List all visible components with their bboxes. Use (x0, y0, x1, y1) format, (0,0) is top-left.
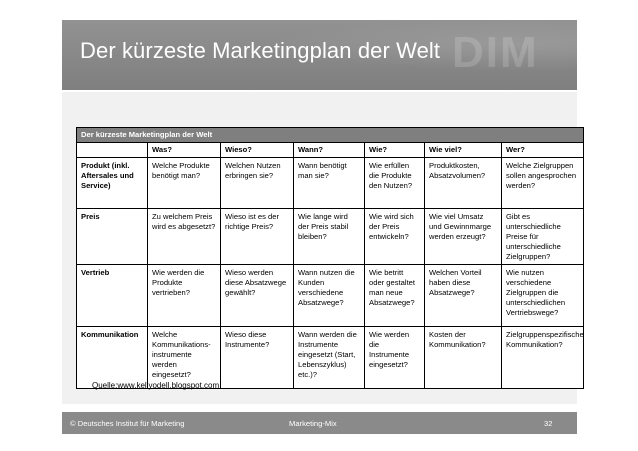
table-cell: Zielgruppenspezifische Kommunikation? (502, 327, 584, 389)
table-row (77, 327, 584, 389)
table-cell: Gibt es unterschiedliche Preise für unterschiedliche Zielgruppen? (502, 209, 584, 265)
header-cell: Wer? (502, 143, 584, 158)
table-cell: Welche Kommunikations-instrumente werden eingesetzt? (148, 327, 221, 389)
page-number: 32 (544, 419, 553, 428)
row-label: Produkt (inkl. Aftersales und Service) (77, 158, 148, 209)
table-row (77, 265, 584, 327)
header-cell: Was? (148, 143, 221, 158)
header-cell (77, 143, 148, 158)
row-label: Preis (77, 209, 148, 265)
table-cell: Kosten der Kommunikation? (425, 327, 502, 389)
source-citation: Quelle:www.kellyodell.blogspot.com (92, 381, 220, 390)
table-cell: Welche Produkte benötigt man? (148, 158, 221, 209)
table-cell: Wieso diese Instrumente? (221, 327, 294, 389)
dim-logo-watermark: DIM (452, 28, 539, 77)
header-cell: Wann? (294, 143, 365, 158)
table-cell: Welchen Nutzen erbringen sie? (221, 158, 294, 209)
table-cell: Produktkosten, Absatzvolumen? (425, 158, 502, 209)
table-caption: Der kürzeste Marketingplan der Welt (77, 128, 584, 143)
row-label: Vertrieb (77, 265, 148, 327)
table-cell: Wann benötigt man sie? (294, 158, 365, 209)
table-caption-row (77, 128, 584, 143)
table-cell: Wie viel Umsatz und Gewinnmarge werden erzeugt? (425, 209, 502, 265)
row-label: Kommunikation (77, 327, 148, 389)
table-cell: Wie erfüllen die Produkte den Nutzen? (365, 158, 425, 209)
table-cell: Wann werden die Instrumente eingesetzt (Start, Lebenszyklus) etc.)? (294, 327, 365, 389)
table-cell: Wie werden die Instrumente eingesetzt? (365, 327, 425, 389)
table-row (77, 209, 584, 265)
marketing-plan-table (76, 127, 584, 389)
footer-topic: Marketing-Mix (289, 419, 337, 428)
table-cell: Wann nutzen die Kunden verschiedene Absatzwege? (294, 265, 365, 327)
header-cell: Wieso? (221, 143, 294, 158)
table-cell: Wie nutzen verschiedene Zielgruppen die unterschiedlichen Vertriebswege? (502, 265, 584, 327)
header-cell: Wie? (365, 143, 425, 158)
table-cell: Wieso ist es der richtige Preis? (221, 209, 294, 265)
table-cell: Welche Zielgruppen sollen angesprochen werden? (502, 158, 584, 209)
footer-copyright: © Deutsches Institut für Marketing (70, 419, 185, 428)
table-cell: Welchen Vorteil haben diese Absatzwege? (425, 265, 502, 327)
table-cell: Wie betritt oder gestaltet man neue Absatzwege? (365, 265, 425, 327)
slide-title: Der kürzeste Marketingplan der Welt (80, 38, 441, 63)
table-cell: Wie wird sich der Preis entwickeln? (365, 209, 425, 265)
table-cell: Wieso werden diese Absatzwege gewählt? (221, 265, 294, 327)
table-cell: Wie lange wird der Preis stabil bleiben? (294, 209, 365, 265)
table-cell: Zu welchem Preis wird es abgesetzt? (148, 209, 221, 265)
table-row (77, 158, 584, 209)
table-header-row (77, 143, 584, 158)
table-cell: Wie werden die Produkte vertrieben? (148, 265, 221, 327)
header-cell: Wie viel? (425, 143, 502, 158)
